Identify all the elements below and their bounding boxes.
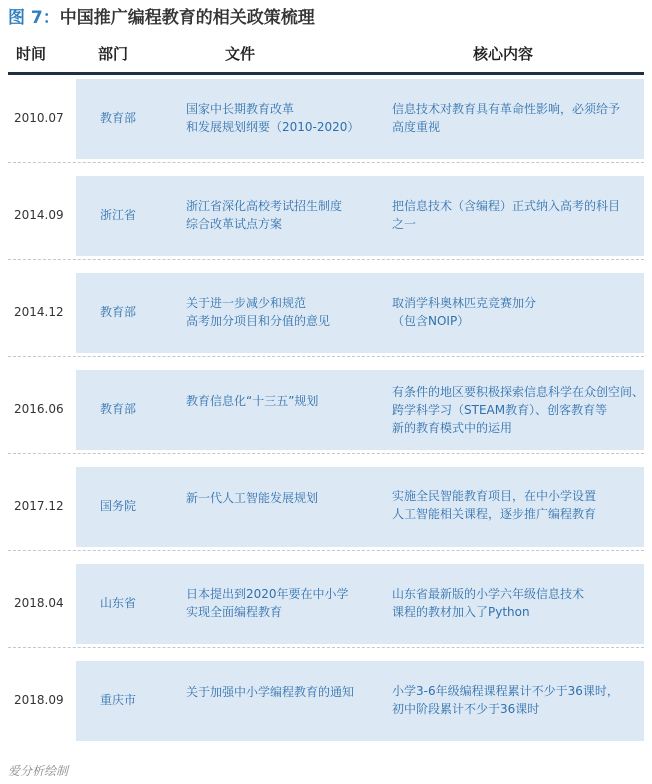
row-divider xyxy=(8,356,644,357)
table-row xyxy=(8,463,644,551)
cell-content-line: 之一 xyxy=(392,217,417,231)
cell-file-line: 和发展规划纲要（2010-2020） xyxy=(186,120,360,134)
cell-content-line: 初中阶段累计不少于36课时 xyxy=(392,702,540,716)
table-row xyxy=(8,75,644,163)
cell-time: 2016.06 xyxy=(14,402,64,416)
table-row xyxy=(8,172,644,260)
row-divider xyxy=(8,162,644,163)
cell-content-line: 人工智能相关课程，逐步推广编程教育 xyxy=(392,507,597,521)
row-divider xyxy=(8,647,644,648)
header-dept: 部门 xyxy=(98,45,129,63)
cell-file-line: 教育信息化“十三五”规划 xyxy=(186,394,319,408)
cell-content xyxy=(392,682,630,718)
cell-time: 2017.12 xyxy=(14,499,64,513)
cell-file-line: 关于加强中小学编程教育的通知 xyxy=(186,685,355,699)
cell-file-line: 日本提出到2020年要在中小学 xyxy=(186,587,349,601)
cell-dept: 重庆市 xyxy=(100,693,137,707)
cell-content-line: 山东省最新版的小学六年级信息技术 xyxy=(392,587,585,601)
source-note: 爱分析绘制 xyxy=(8,764,69,778)
cell-content-line: 把信息技术（含编程）正式纳入高考的科目 xyxy=(392,199,621,213)
row-divider xyxy=(8,453,644,454)
figure-title-text: 中国推广编程教育的相关政策梳理 xyxy=(59,8,315,28)
cell-file xyxy=(186,197,376,233)
cell-file xyxy=(186,585,376,621)
cell-file-line: 综合改革试点方案 xyxy=(186,217,283,231)
table-row xyxy=(8,560,644,648)
cell-content xyxy=(392,585,630,621)
figure-title xyxy=(8,5,315,31)
table-row xyxy=(8,269,644,357)
row-divider xyxy=(8,259,644,260)
cell-dept: 国务院 xyxy=(100,499,137,513)
cell-content-line: 跨学科学习（STEAM教育）、创客教育等 xyxy=(392,403,608,417)
cell-content xyxy=(392,487,630,523)
table-header xyxy=(8,36,644,72)
cell-content xyxy=(392,197,630,233)
cell-time: 2018.04 xyxy=(14,596,64,610)
cell-file xyxy=(186,683,376,701)
cell-file xyxy=(186,294,376,330)
cell-dept: 教育部 xyxy=(100,305,137,319)
cell-content xyxy=(392,383,645,437)
cell-file-line: 高考加分项目和分值的意见 xyxy=(186,314,331,328)
cell-file xyxy=(186,489,376,507)
header-file: 文件 xyxy=(225,45,256,63)
cell-time: 2014.12 xyxy=(14,305,64,319)
table-row xyxy=(8,657,644,745)
cell-dept: 教育部 xyxy=(100,111,137,125)
cell-content-line: 课程的教材加入了Python xyxy=(392,605,530,619)
cell-dept: 教育部 xyxy=(100,402,137,416)
cell-content xyxy=(392,100,630,136)
cell-file-line: 实现全面编程教育 xyxy=(186,605,283,619)
table-row xyxy=(8,366,644,454)
cell-time: 2018.09 xyxy=(14,693,64,707)
cell-time: 2010.07 xyxy=(14,111,64,125)
header-time: 时间 xyxy=(16,45,47,63)
cell-file xyxy=(186,100,376,136)
cell-content xyxy=(392,294,630,330)
cell-content-line: 高度重视 xyxy=(392,120,441,134)
figure-label: 图 7： xyxy=(8,8,60,28)
cell-content-line: 实施全民智能教育项目，在中小学设置 xyxy=(392,489,597,503)
header-content: 核心内容 xyxy=(473,45,534,63)
cell-content-line: 新的教育模式中的运用 xyxy=(392,421,513,435)
cell-file-line: 新一代人工智能发展规划 xyxy=(186,491,319,505)
cell-content-line: 小学3-6年级编程课程累计不少于36课时， xyxy=(392,684,619,698)
cell-content-line: 有条件的地区要积极探索信息科学在众创空间、 xyxy=(392,385,645,399)
row-divider xyxy=(8,550,644,551)
cell-content-line: 信息技术对教育具有革命性影响，必须给予 xyxy=(392,102,621,116)
cell-dept: 浙江省 xyxy=(100,208,137,222)
cell-file-line: 关于进一步减少和规范 xyxy=(186,296,307,310)
cell-time: 2014.09 xyxy=(14,208,64,222)
cell-file-line: 国家中长期教育改革 xyxy=(186,102,295,116)
cell-content-line: 取消学科奥林匹克竞赛加分 xyxy=(392,296,537,310)
cell-dept: 山东省 xyxy=(100,596,137,610)
cell-content-line: （包含NOIP） xyxy=(392,314,470,328)
cell-file xyxy=(186,392,376,410)
cell-file-line: 浙江省深化高校考试招生制度 xyxy=(186,199,343,213)
